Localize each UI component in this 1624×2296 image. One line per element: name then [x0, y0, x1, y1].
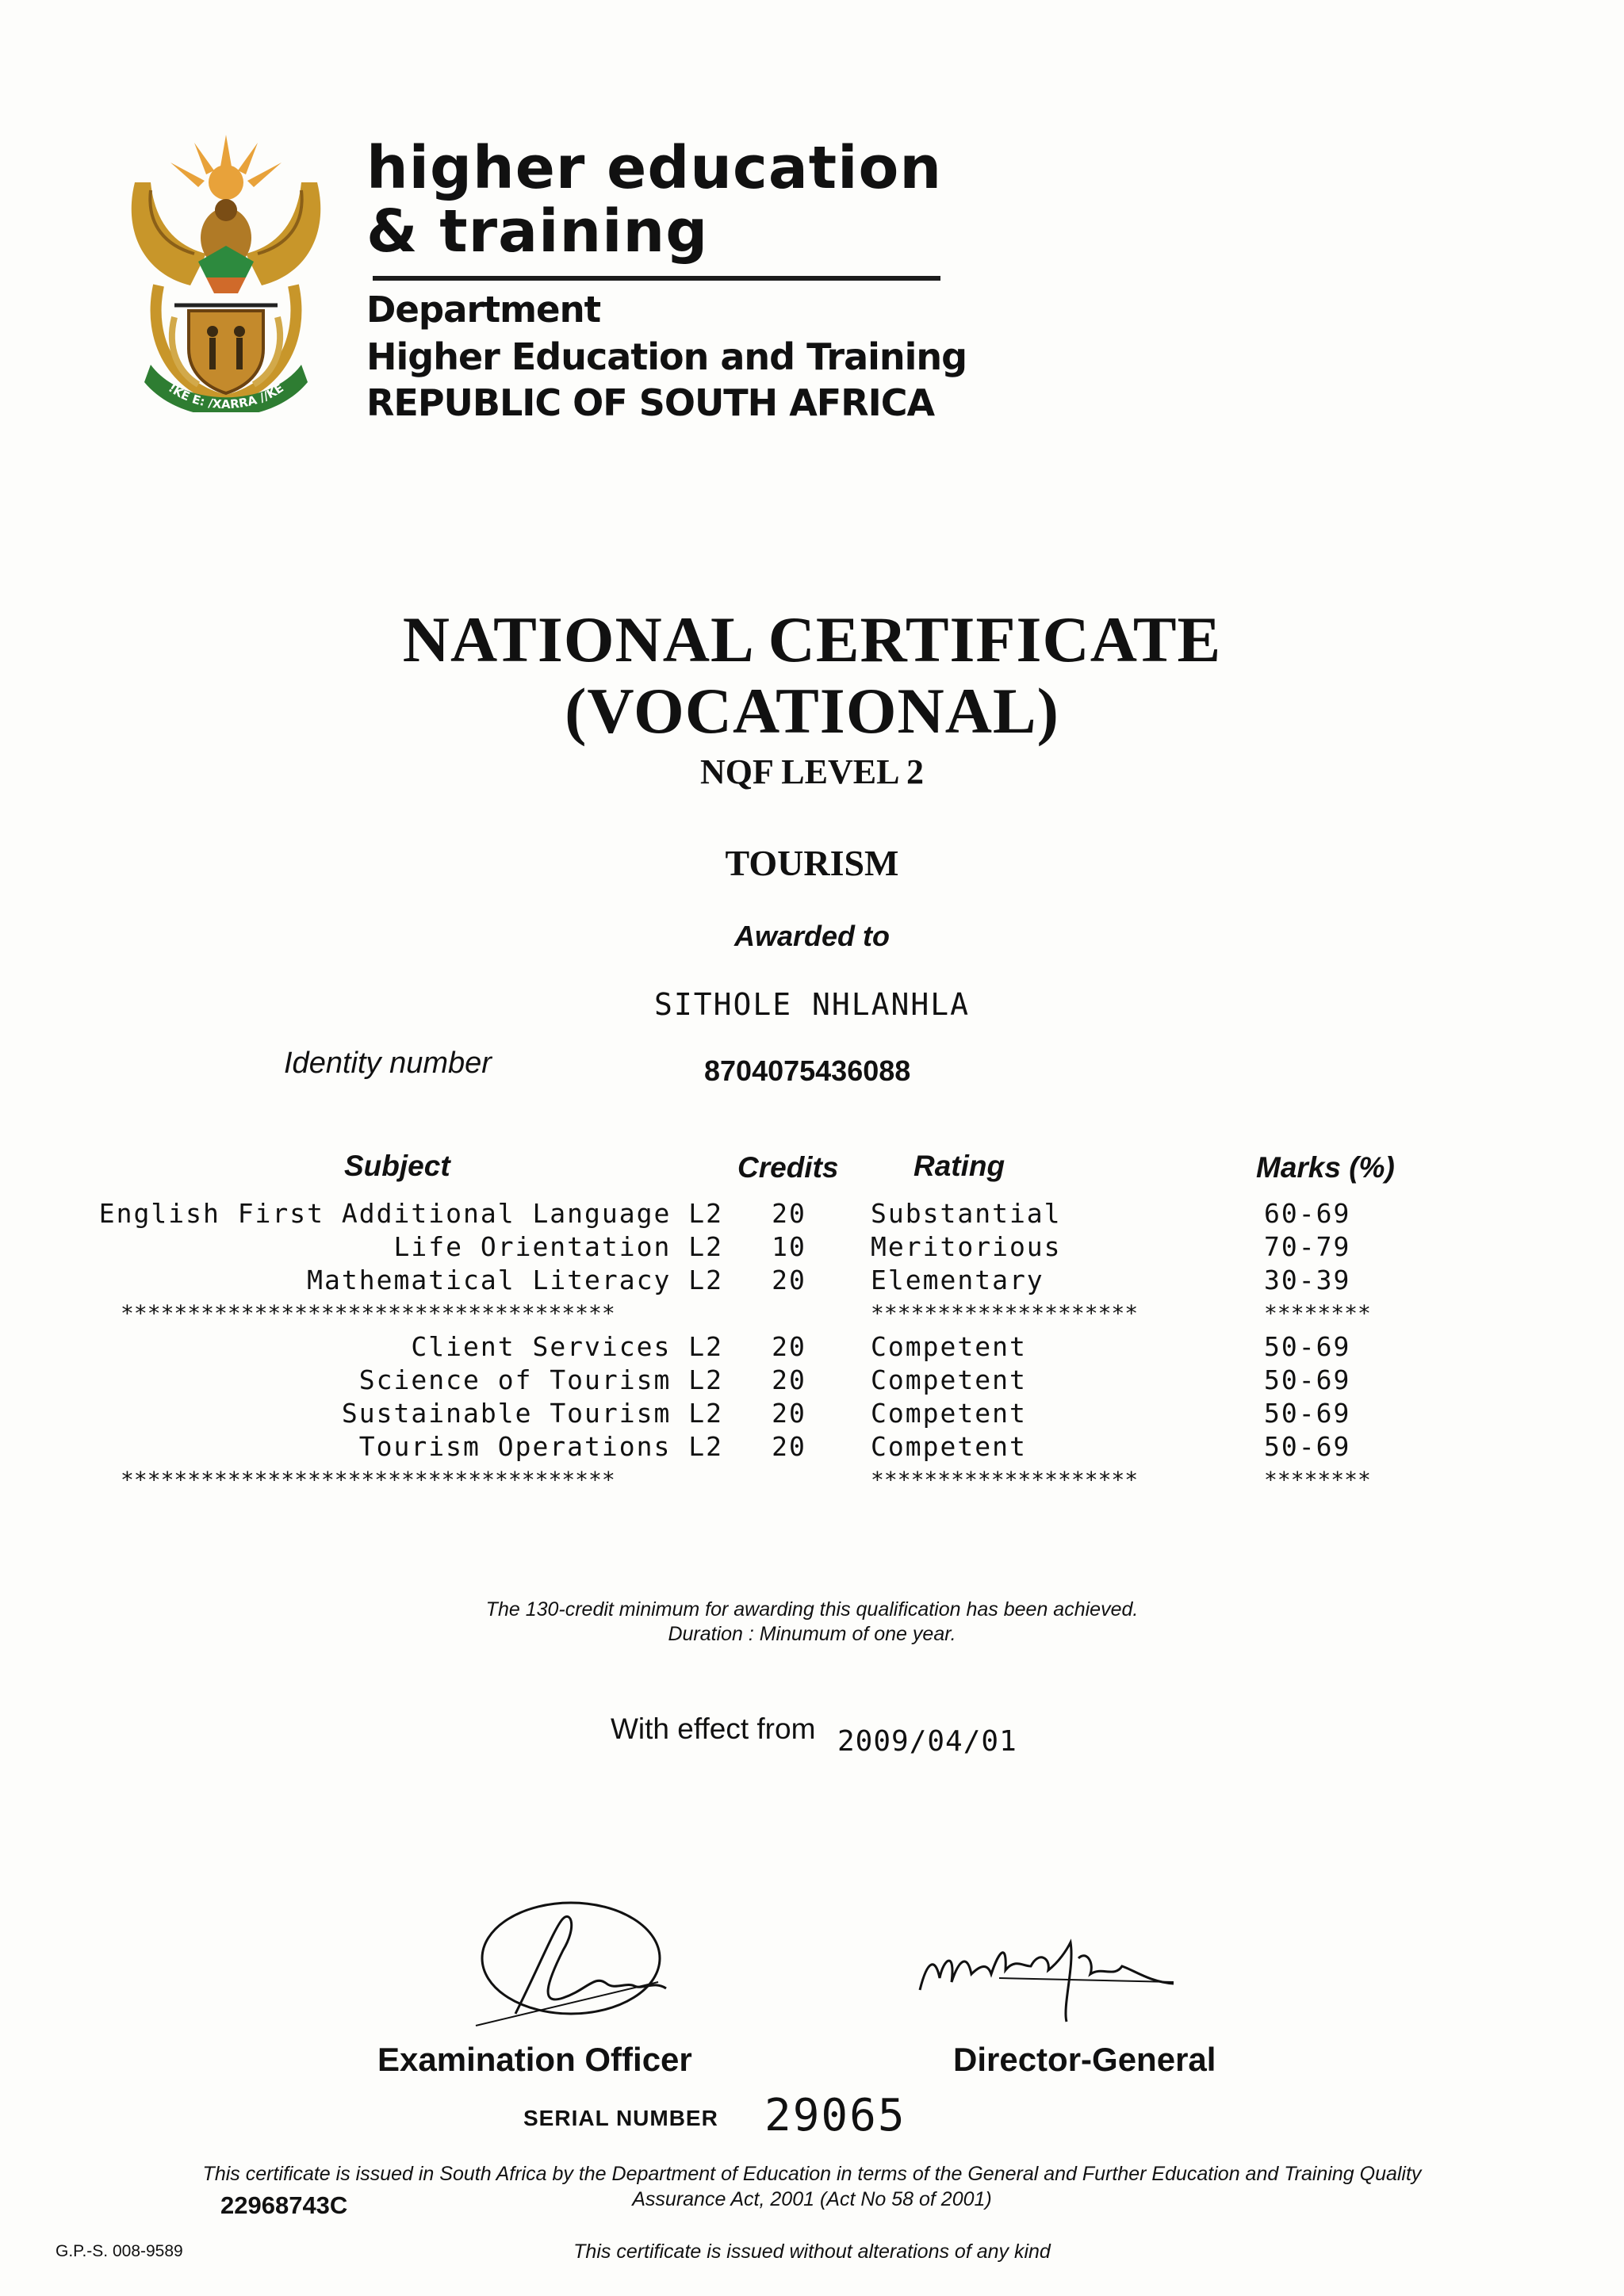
examination-officer-label: Examination Officer [377, 2041, 692, 2078]
serial-number-label: SERIAL NUMBER [523, 2106, 718, 2130]
subject-cell: English First Additional Language L2 [98, 1198, 723, 1229]
credit-note: The 130-credit minimum for awarding this qualification has been achieved. [485, 1598, 1139, 1621]
certificate-title-line-2: (VOCATIONAL) [565, 675, 1059, 747]
director-general-label: Director-General [953, 2041, 1216, 2078]
header-divider [373, 276, 940, 281]
separator-marks: ******** [1264, 1467, 1371, 1493]
department-label: Department [366, 289, 601, 331]
table-row [0, 1330, 1624, 1364]
serial-number: 29065 [764, 2090, 906, 2141]
identity-number: 8704075436088 [704, 1054, 911, 1087]
column-header-subject: Subject [344, 1150, 450, 1182]
certificate-title-line-1: NATIONAL CERTIFICATE [402, 603, 1222, 675]
awardee-name: SITHOLE NHLANHLA [653, 987, 971, 1022]
duration-note: Duration : Minumum of one year. [668, 1623, 956, 1645]
credits-cell: 20 [772, 1398, 806, 1429]
header-title-line-2: & training [366, 197, 709, 266]
rating-cell: Competent [871, 1431, 1027, 1462]
rating-cell: Competent [871, 1398, 1027, 1429]
separator-rating: ******************** [871, 1467, 1139, 1493]
rating-cell: Competent [871, 1364, 1027, 1395]
director-general-signature-icon [912, 1934, 1174, 2030]
separator-subject: ************************************* [121, 1467, 615, 1493]
subject-cell: Client Services L2 [411, 1331, 723, 1362]
legal-statement-line-2: Assurance Act, 2001 (Act No 58 of 2001) [632, 2188, 992, 2210]
marks-cell: 30-39 [1264, 1265, 1351, 1295]
marks-cell: 60-69 [1264, 1198, 1351, 1229]
subject-cell: Tourism Operations L2 [358, 1431, 723, 1462]
marks-cell: 50-69 [1264, 1431, 1351, 1462]
certificate-code: 22968743C [220, 2191, 348, 2219]
department-name: Higher Education and Training [366, 335, 967, 378]
legal-statement-line-1: This certificate is issued in South Africa by the Department of Education in terms of the General and Further Education and Training Quality [202, 2163, 1422, 2185]
marks-cell: 50-69 [1264, 1398, 1351, 1429]
awarded-to-label: Awarded to [733, 920, 890, 952]
credits-cell: 20 [772, 1265, 806, 1295]
table-row [0, 1430, 1624, 1464]
identity-number-label: Identity number [284, 1047, 492, 1080]
coat-of-arms-icon [119, 135, 333, 412]
column-header-marks: Marks (%) [1256, 1151, 1395, 1184]
marks-cell: 50-69 [1264, 1364, 1351, 1395]
separator-subject: ************************************* [121, 1300, 615, 1326]
marks-cell: 50-69 [1264, 1331, 1351, 1362]
separator-row [0, 1464, 1624, 1497]
effect-date: 2009/04/01 [837, 1725, 1017, 1758]
rating-cell: Competent [871, 1331, 1027, 1362]
table-row [0, 1364, 1624, 1397]
rating-cell: Substantial [871, 1198, 1062, 1229]
credits-cell: 20 [772, 1198, 806, 1229]
table-row [0, 1197, 1624, 1230]
nqf-level: NQF LEVEL 2 [700, 752, 924, 791]
separator-rating: ******************** [871, 1300, 1139, 1326]
subject-cell: Life Orientation L2 [393, 1231, 723, 1262]
crest-motto: !KE E: /XARRA //KE [166, 381, 286, 412]
programme-name: TOURISM [725, 843, 899, 883]
print-code: G.P.-S. 008-9589 [56, 2242, 183, 2260]
separator-marks: ******** [1264, 1300, 1371, 1326]
credits-cell: 20 [772, 1331, 806, 1362]
subject-cell: Mathematical Literacy L2 [307, 1265, 723, 1295]
country-name: REPUBLIC OF SOUTH AFRICA [366, 381, 935, 424]
subject-cell: Sustainable Tourism L2 [341, 1398, 723, 1429]
header-title-line-1: higher education [366, 134, 943, 202]
marks-cell: 70-79 [1264, 1231, 1351, 1262]
effect-date-label: With effect from [611, 1712, 816, 1745]
credits-cell: 20 [772, 1431, 806, 1462]
table-row [0, 1397, 1624, 1430]
table-row [0, 1230, 1624, 1264]
subject-cell: Science of Tourism L2 [358, 1364, 723, 1395]
examination-officer-signature-icon [468, 1895, 698, 2030]
separator-row [0, 1297, 1624, 1330]
rating-cell: Meritorious [871, 1231, 1062, 1262]
column-header-rating: Rating [914, 1150, 1005, 1182]
credits-cell: 10 [772, 1231, 806, 1262]
credits-cell: 20 [772, 1364, 806, 1395]
rating-cell: Elementary [871, 1265, 1044, 1295]
column-header-credits: Credits [737, 1151, 839, 1184]
no-alterations-statement: This certificate is issued without alterations of any kind [573, 2241, 1051, 2263]
table-row [0, 1264, 1624, 1297]
